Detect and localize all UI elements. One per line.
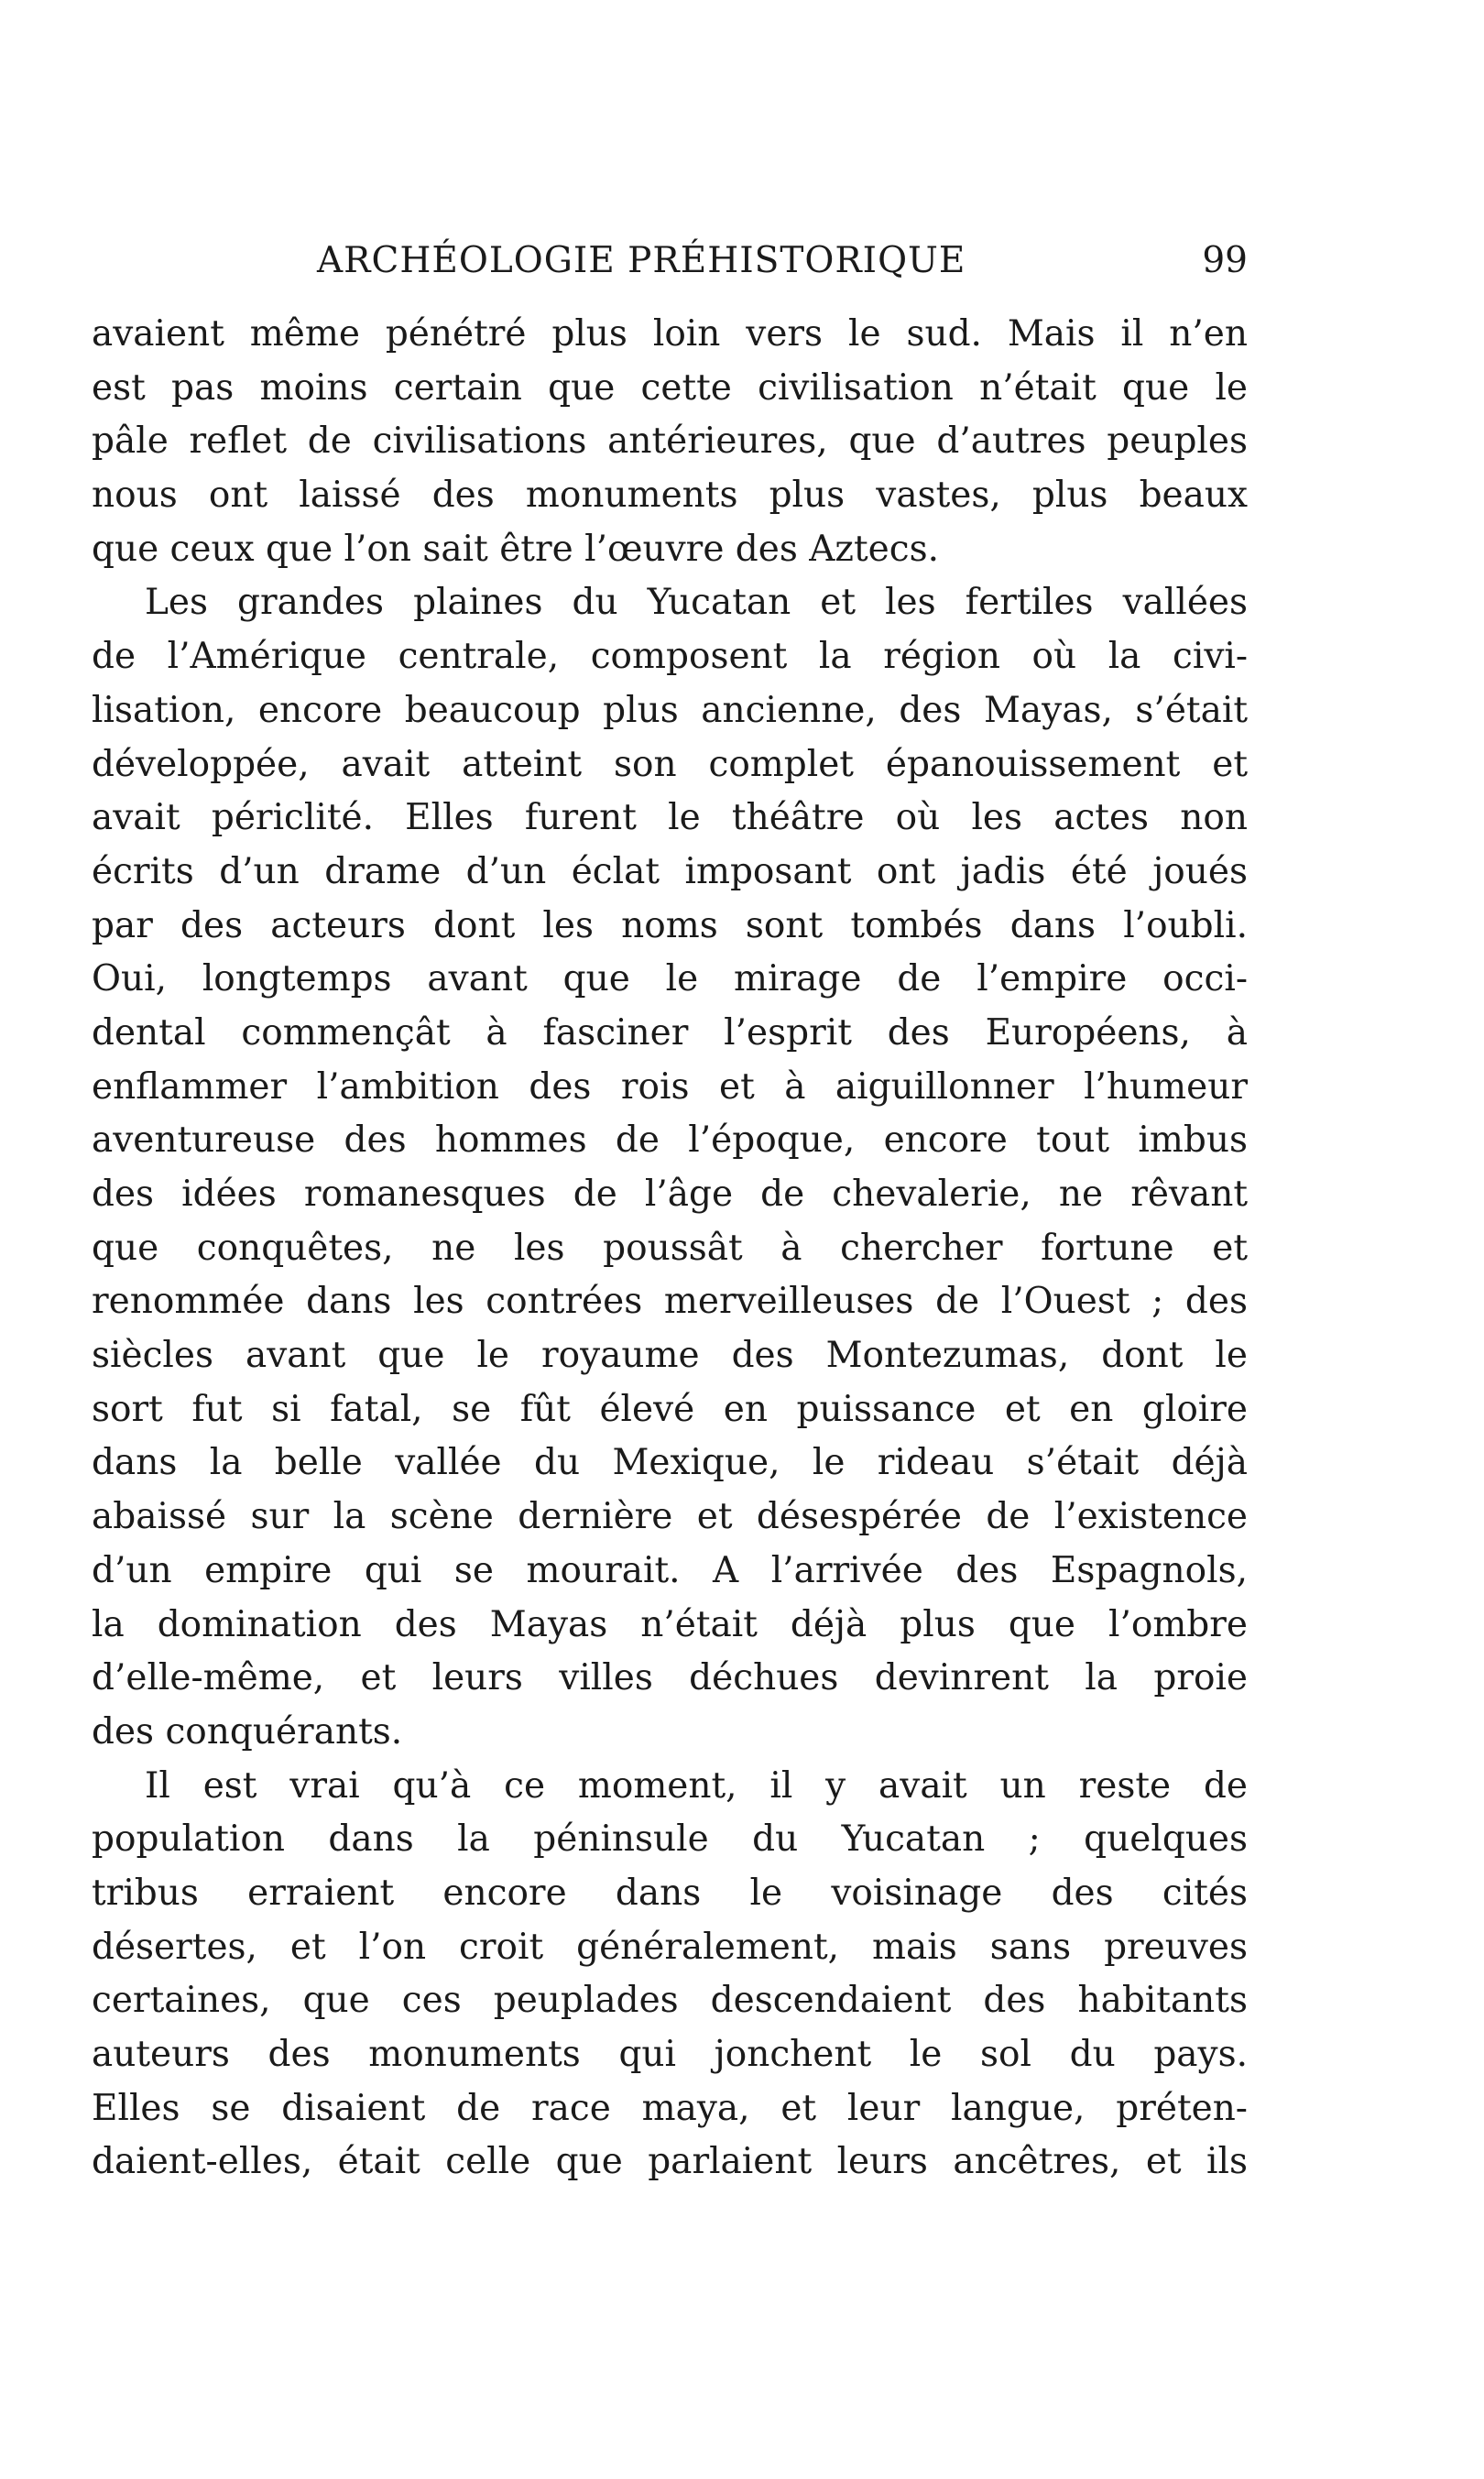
- page-number: 99: [1202, 240, 1248, 281]
- text-line: enflammer l’ambition des rois et à aiguillonner l’humeur: [92, 1065, 1248, 1108]
- text-line: des idées romanesques de l’âge de chevalerie, ne rêvant: [92, 1174, 1248, 1215]
- text-line: daient-elles, était celle que parlaient leurs ancêtres, et ils: [92, 2141, 1248, 2183]
- text-line: sort fut si fatal, se fût élevé en puissance et en gloire: [92, 1388, 1248, 1430]
- text-line: Les grandes plaines du Yucatan et les fertiles vallées: [145, 582, 1248, 624]
- text-line: population dans la péninsule du Yucatan ; quelques: [92, 1818, 1248, 1861]
- text-line: développée, avait atteint son complet épanouissement et: [92, 743, 1248, 785]
- text-line: avait périclité. Elles furent le théâtre où les actes non: [92, 797, 1248, 839]
- text-line: avaient même pénétré plus loin vers le sud. Mais il n’en: [92, 313, 1248, 355]
- text-line: des conquérants.: [92, 1710, 403, 1753]
- text-line: dans la belle vallée du Mexique, le rideau s’était déjà: [92, 1442, 1248, 1484]
- running-head: [92, 229, 1248, 293]
- text-line: tribus erraient encore dans le voisinage des cités: [92, 1872, 1248, 1914]
- text-line: est pas moins certain que cette civilisation n’était que le: [92, 366, 1248, 409]
- text-line: pâle reflet de civilisations antérieures, que d’autres peuples: [92, 420, 1248, 463]
- text-line: Il est vrai qu’à ce moment, il y avait un reste de: [145, 1764, 1248, 1807]
- text-line: siècles avant que le royaume des Montezumas, dont le: [92, 1335, 1248, 1377]
- text-line: désertes, et l’on croit généralement, mais sans preuves: [92, 1926, 1248, 1968]
- text-line: Oui, longtemps avant que le mirage de l’empire occi-: [92, 958, 1248, 1000]
- text-line: écrits d’un drame d’un éclat imposant ont jadis été joués: [92, 850, 1248, 892]
- text-line: certaines, que ces peuplades descendaient des habitants: [92, 1980, 1248, 2022]
- text-line: dental commençât à fasciner l’esprit des Européens, à: [92, 1011, 1248, 1054]
- text-line: que ceux que l’on sait être l’œuvre des Aztecs.: [92, 528, 939, 570]
- running-title: ARCHÉOLOGIE PRÉHISTORIQUE: [317, 240, 966, 281]
- text-line: auteurs des monuments qui jonchent le sol du pays.: [92, 2034, 1248, 2075]
- text-line: d’elle-même, et leurs villes déchues devinrent la proie: [92, 1657, 1248, 1699]
- body-text: [92, 308, 1248, 2190]
- text-line: abaissé sur la scène dernière et désespérée de l’existence: [92, 1496, 1248, 1538]
- text-line: lisation, encore beaucoup plus ancienne, des Mayas, s’était: [92, 689, 1248, 731]
- text-line: Elles se disaient de race maya, et leur langue, préten-: [92, 2087, 1248, 2129]
- text-line: la domination des Mayas n’était déjà plus que l’ombre: [92, 1603, 1248, 1645]
- text-line: que conquêtes, ne les poussât à chercher fortune et: [92, 1227, 1248, 1269]
- text-line: de l’Amérique centrale, composent la région où la civi-: [92, 636, 1248, 678]
- text-line: nous ont laissé des monuments plus vastes, plus beaux: [92, 475, 1248, 517]
- text-line: aventureuse des hommes de l’époque, encore tout imbus: [92, 1119, 1248, 1162]
- text-line: renommée dans les contrées merveilleuses de l’Ouest ; des: [92, 1281, 1248, 1323]
- text-line: d’un empire qui se mourait. A l’arrivée des Espagnols,: [92, 1549, 1248, 1591]
- text-line: par des acteurs dont les noms sont tombés dans l’oubli.: [92, 904, 1248, 946]
